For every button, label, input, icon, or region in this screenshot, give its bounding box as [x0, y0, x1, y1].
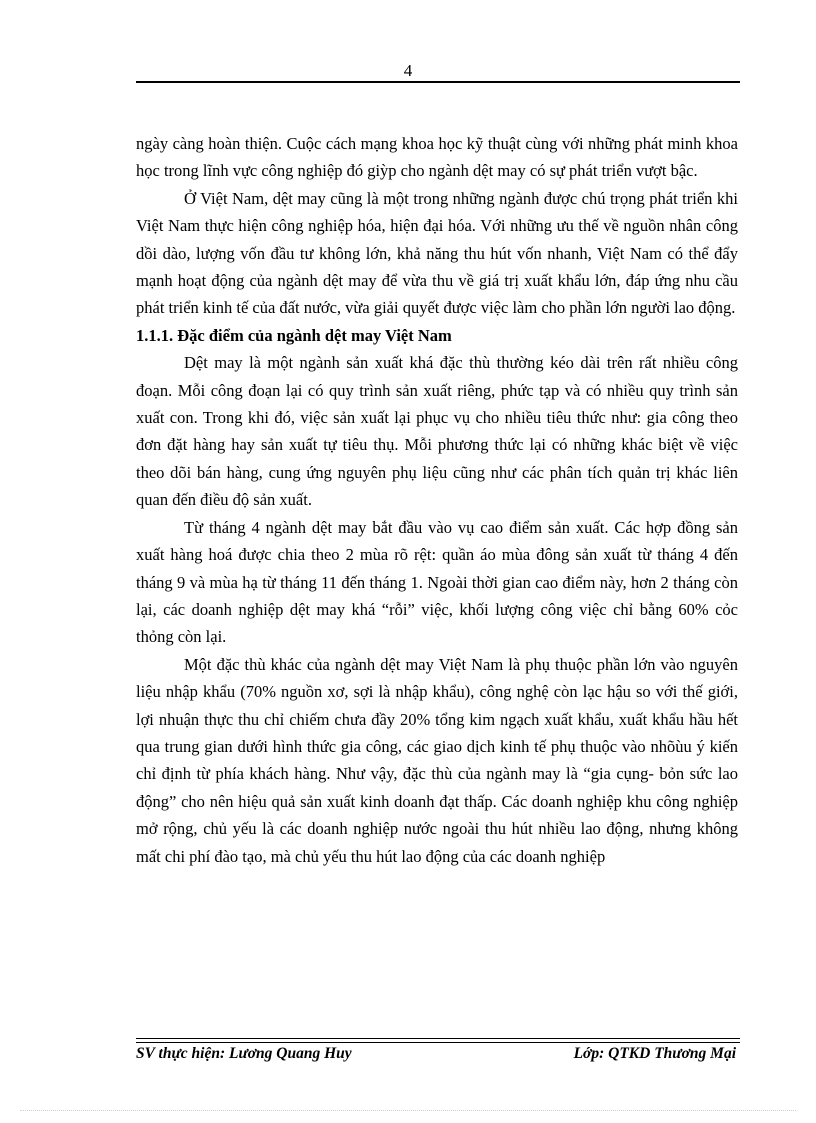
header-divider [136, 81, 740, 83]
footer-student: SV thực hiện: Lương Quang Huy [136, 1045, 352, 1062]
section-paragraph-2: Từ tháng 4 ngành dệt may bắt đầu vào vụ cao điểm sản xuất. Các hợp đồng sản xuất hàng hoá được chia theo 2 mùa rõ rệt: quần áo mùa đông sản xuất từ tháng 4 đến tháng 9 và mùa hạ từ tháng 11 đến tháng 1. Ngoài thời gian cao điểm này, hơn 2 tháng còn lại, các doanh nghiệp dệt may khá “rỗi” việc, khối lượng công việc chỉ bằng 60% cỏc thỏng còn lại. [136, 517, 738, 647]
section-paragraph-3: Một đặc thù khác của ngành dệt may Việt Nam là phụ thuộc phần lớn vào nguyên liệu nhập khẩu (70% nguồn xơ, sợi là nhập khẩu), công nghệ còn lạc hậu so với thế giới, lợi nhuận thực thu chỉ chiếm chưa đầy 20% tổng kim ngạch xuất khẩu, xuất khẩu hầu hết qua trung gian dưới hình thức gia công, các giao dịch kinh tế phụ thuộc vào nhõùu ý kiến chỉ định từ phía khách hàng. Như vậy, đặc thù của ngành may là “gia cụng- bỏn sức lao động” cho nên hiệu quả sản xuất kinh doanh đạt thấp. Các doanh nghiệp khu công nghiệp mở rộng, chủ yếu là các doanh nghiệp nước ngoài thu hút nhiều lao động, nhưng không mất chi phí đào tạo, mà chủ yếu thu hút lao động của các doanh nghiệp [136, 654, 738, 866]
page-edge-divider [20, 1110, 796, 1111]
page-footer [136, 1044, 736, 1064]
page-number: 4 [403, 61, 413, 80]
footer-divider [136, 1038, 740, 1043]
section-heading: 1.1.1. Đặc điểm của ngành dệt may Việt Nam [136, 325, 452, 345]
footer-class: Lớp: QTKD Thương Mại [573, 1045, 736, 1062]
paragraph-1: ngày càng hoàn thiện. Cuộc cách mạng khoa học kỹ thuật cùng với những phát minh khoa học trong lĩnh vực công nghiệp đó giỳp cho ngành dệt may có sự phát triển vượt bậc. [136, 134, 738, 181]
document-body [136, 130, 738, 870]
section-paragraph-1: Dệt may là một ngành sản xuất khá đặc thù thường kéo dài trên rất nhiều công đoạn. Mỗi công đoạn lại có quy trình sản xuất riêng, phức tạp và có nhiều quy trình sản xuất con. Trong khi đó, việc sản xuất lại phục vụ cho nhiều tiêu thức như: gia công theo đơn đặt hàng hay sản xuất tự tiêu thụ. Mỗi phương thức lại có những khác biệt về việc theo dõi bán hàng, cung ứng nguyên phụ liệu cũng như các phân tích quản trị khác liên quan đến điều độ sản xuất. [136, 353, 738, 510]
paragraph-2: Ở Việt Nam, dệt may cũng là một trong những ngành được chú trọng phát triển khi Việt Nam thực hiện công nghiệp hóa, hiện đại hóa. Với những ưu thế về nguồn nhân công dồi dào, lượng vốn đầu tư không lớn, khả năng thu hút vốn nhanh, Việt Nam có thể đẩy mạnh hoạt động của ngành dệt may để vừa thu về giá trị xuất khẩu lớn, đáp ứng nhu cầu phát triển kinh tế của đất nước, vừa giải quyết được việc làm cho phần lớn người lao động. [136, 188, 738, 318]
